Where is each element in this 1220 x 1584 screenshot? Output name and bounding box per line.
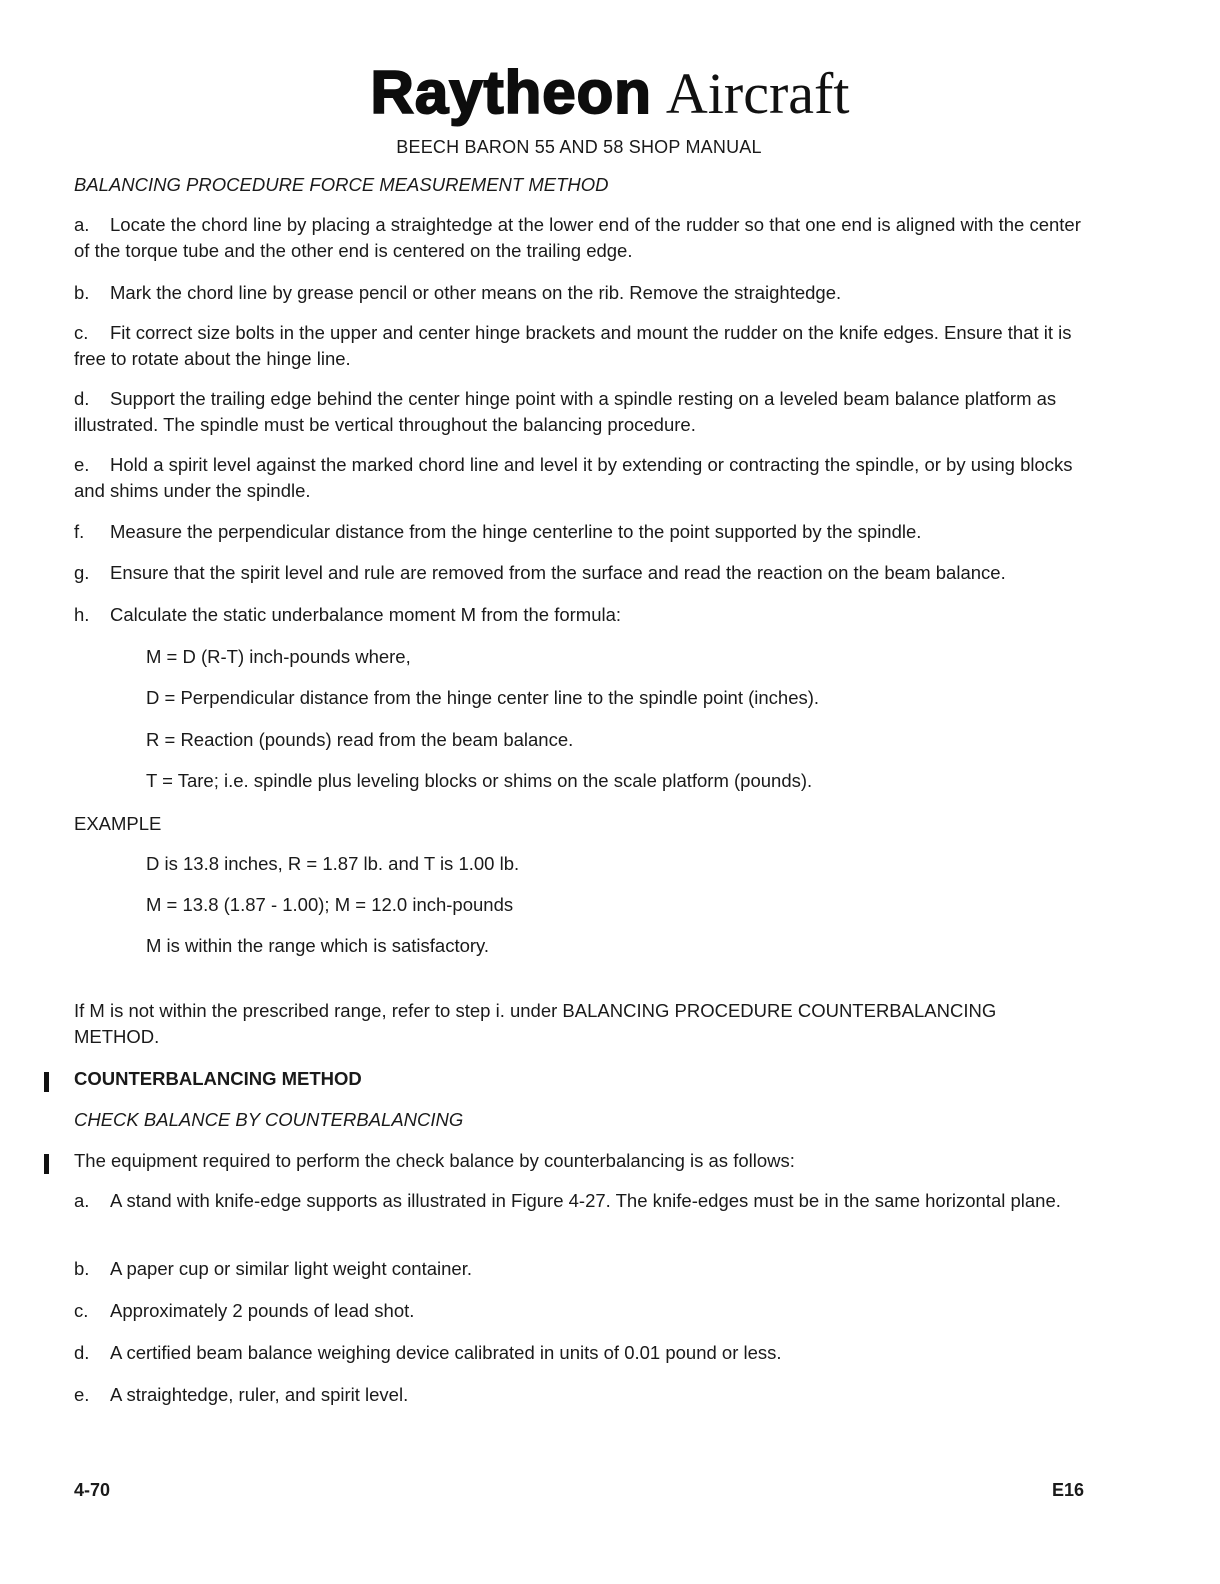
page-number: 4-70 (74, 1480, 111, 1500)
formula-line: R = Reaction (pounds) read from the beam balance. (146, 729, 574, 750)
item-text: A straightedge, ruler, and spirit level. (110, 1384, 409, 1405)
equipment-item-d (74, 1340, 1084, 1366)
step-text: Ensure that the spirit level and rule are removed from the surface and read the reaction on the beam balance. (110, 562, 1006, 583)
step-a (74, 212, 1084, 264)
step-label: g. (74, 562, 90, 583)
step-text: Calculate the static underbalance moment M from the formula: (110, 604, 622, 625)
item-text: A paper cup or similar light weight container. (110, 1258, 472, 1279)
step-label: f. (74, 521, 85, 542)
example-label: EXAMPLE (74, 813, 162, 834)
step-label: b. (74, 282, 90, 303)
brand-suffix: Aircraft (665, 61, 850, 126)
formula-line: D = Perpendicular distance from the hinge center line to the spindle point (inches). (146, 687, 820, 708)
item-text: Approximately 2 pounds of lead shot. (110, 1300, 415, 1321)
brand-name: Raytheon (370, 59, 652, 126)
step-text: Fit correct size bolts in the upper and center hinge brackets and mount the rudder on the knife edges. Ensure that it is free to rotate about the hinge line. (74, 322, 1072, 369)
step-text: Mark the chord line by grease pencil or other means on the rib. Remove the straightedge. (110, 282, 842, 303)
section-heading: COUNTERBALANCING METHOD (74, 1068, 362, 1089)
range-note: If M is not within the prescribed range, refer to step i. under BALANCING PROCEDURE COUNTERBALANCING METHOD. (74, 1000, 997, 1047)
step-b (74, 280, 1084, 306)
step-label: d. (74, 388, 90, 409)
step-e (74, 452, 1084, 504)
item-label: a. (74, 1190, 90, 1211)
equipment-item-b (74, 1256, 1084, 1282)
example-line: M = 13.8 (1.87 - 1.00); M = 12.0 inch-pounds (146, 894, 514, 915)
equipment-item-c (74, 1298, 1084, 1324)
manual-title: BEECH BARON 55 AND 58 SHOP MANUAL (396, 137, 762, 157)
step-text: Support the trailing edge behind the center hinge point with a spindle resting on a leveled beam balance platform as illustrated. The spindle must be vertical throughout the balancing procedure. (74, 388, 1057, 435)
item-label: e. (74, 1384, 90, 1405)
example-line: D is 13.8 inches, R = 1.87 lb. and T is 1.00 lb. (146, 853, 520, 874)
equipment-intro: The equipment required to perform the check balance by counterbalancing is as follows: (74, 1150, 795, 1171)
item-text: A stand with knife-edge supports as illustrated in Figure 4-27. The knife-edges must be in the same horizontal plane. (110, 1190, 1061, 1211)
step-text: Measure the perpendicular distance from the hinge centerline to the point supported by the spindle. (110, 521, 922, 542)
step-label: h. (74, 604, 90, 625)
section-subheading: CHECK BALANCE BY COUNTERBALANCING (74, 1109, 464, 1130)
step-label: c. (74, 322, 89, 343)
equipment-item-e (74, 1382, 1084, 1408)
section-heading: BALANCING PROCEDURE FORCE MEASUREMENT METHOD (74, 174, 609, 195)
step-label: a. (74, 214, 90, 235)
step-d (74, 386, 1084, 438)
company-logo (0, 58, 1220, 127)
revision-code: E16 (1052, 1480, 1085, 1500)
step-c (74, 320, 1084, 372)
step-text: Hold a spirit level against the marked chord line and level it by extending or contracting the spindle, or by using blocks and shims under the spindle. (74, 454, 1073, 501)
step-label: e. (74, 454, 90, 475)
equipment-item-a (74, 1188, 1084, 1214)
formula-line: M = D (R-T) inch-pounds where, (146, 646, 411, 667)
example-line: M is within the range which is satisfactory. (146, 935, 490, 956)
item-text: A certified beam balance weighing device calibrated in units of 0.01 pound or less. (110, 1342, 782, 1363)
step-f (74, 519, 1084, 545)
step-h (74, 602, 1084, 628)
item-label: b. (74, 1258, 90, 1279)
step-g (74, 560, 1084, 586)
formula-line: T = Tare; i.e. spindle plus leveling blocks or shims on the scale platform (pounds). (146, 770, 813, 791)
revision-bar (44, 1072, 49, 1092)
revision-bar (44, 1154, 49, 1174)
step-text: Locate the chord line by placing a straightedge at the lower end of the rudder so that one end is aligned with the center of the torque tube and the other end is centered on the trailing edge. (74, 214, 1081, 261)
item-label: c. (74, 1300, 89, 1321)
item-label: d. (74, 1342, 90, 1363)
